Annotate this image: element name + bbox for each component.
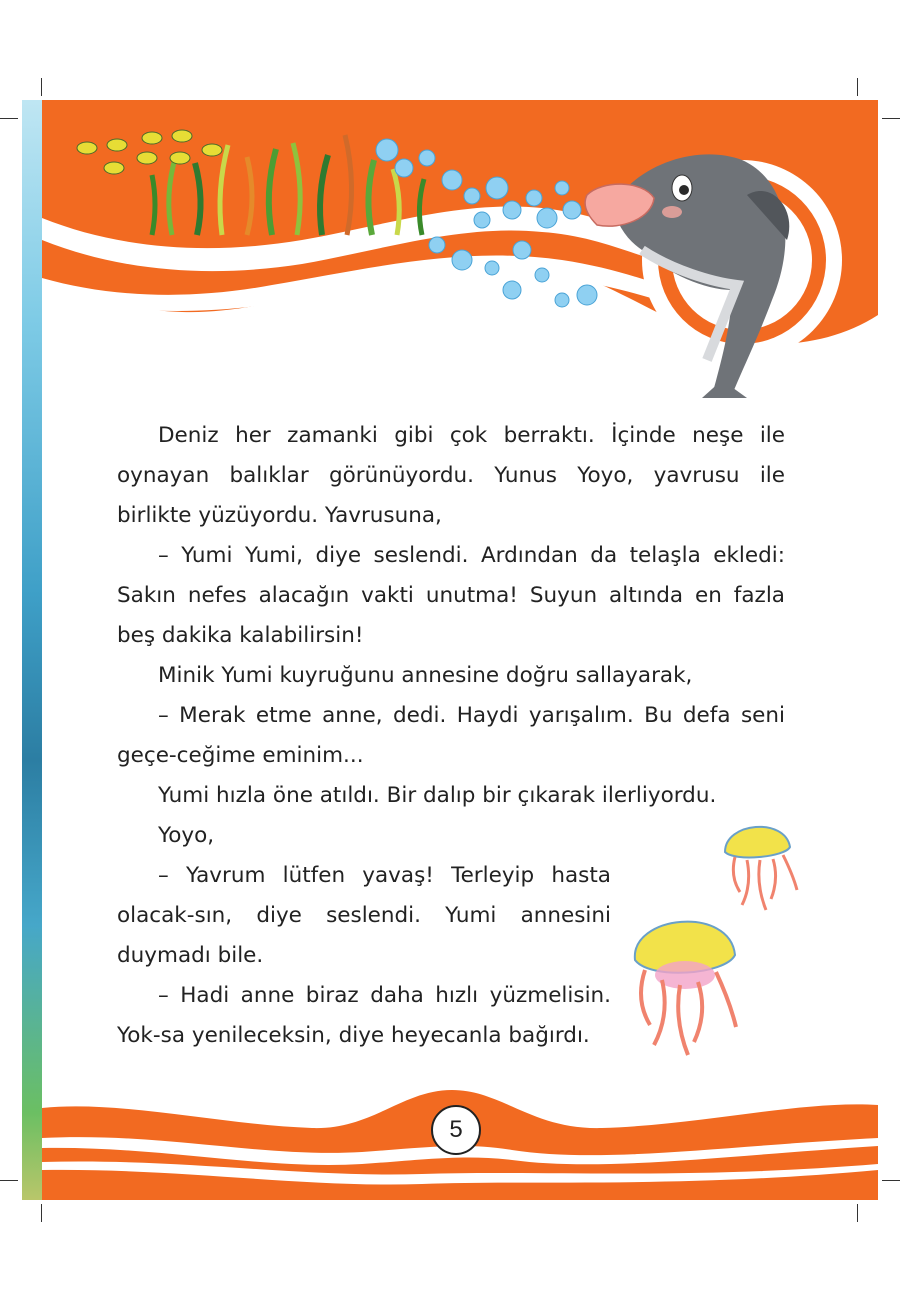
- story-paragraph: – Merak etme anne, dedi. Haydi yarışalım. Bu defa seni geçe-ceğime eminim...: [117, 703, 785, 768]
- crop-mark: [882, 118, 900, 119]
- crop-mark: [0, 118, 18, 119]
- crop-mark: [857, 1204, 858, 1222]
- story-paragraph: Deniz her zamanki gibi çok berraktı. İçinde neşe ile oynayan balıklar görünüyordu. Yunus Yoyo, yavrusu ile birlikte yüzüyordu. Yavrusuna,: [117, 423, 785, 528]
- story-paragraph: Yoyo,: [158, 823, 215, 848]
- story-paragraph: Yumi hızla öne atıldı. Bir dalıp bir çıkarak ilerliyordu.: [158, 783, 717, 808]
- underwater-side-strip: [22, 100, 42, 1200]
- story-paragraph: – Yumi Yumi, diye seslendi. Ardından da telaşla ekledi: Sakın nefes alacağın vakti unutma! Suyun altında en fazla beş dakika kalabilirsin!: [117, 543, 785, 648]
- page-number: 5: [431, 1105, 481, 1155]
- jellyfish-icon: [620, 900, 750, 1060]
- crop-mark: [41, 1204, 42, 1222]
- crop-mark: [0, 1180, 18, 1181]
- story-paragraph: – Yavrum lütfen yavaş! Terleyip hasta olacak-sın, diye seslendi. Yumi annesini duymadı bile.: [117, 863, 611, 968]
- top-banner: [42, 100, 878, 400]
- story-paragraph: Minik Yumi kuyruğunu annesine doğru sallayarak,: [158, 663, 693, 688]
- story-paragraph: – Hadi anne biraz daha hızlı yüzmelisin. Yok-sa yenileceksin, diye heyecanla bağırdı.: [117, 983, 611, 1048]
- crop-mark: [41, 78, 42, 96]
- crop-mark: [857, 78, 858, 96]
- crop-mark: [882, 1180, 900, 1181]
